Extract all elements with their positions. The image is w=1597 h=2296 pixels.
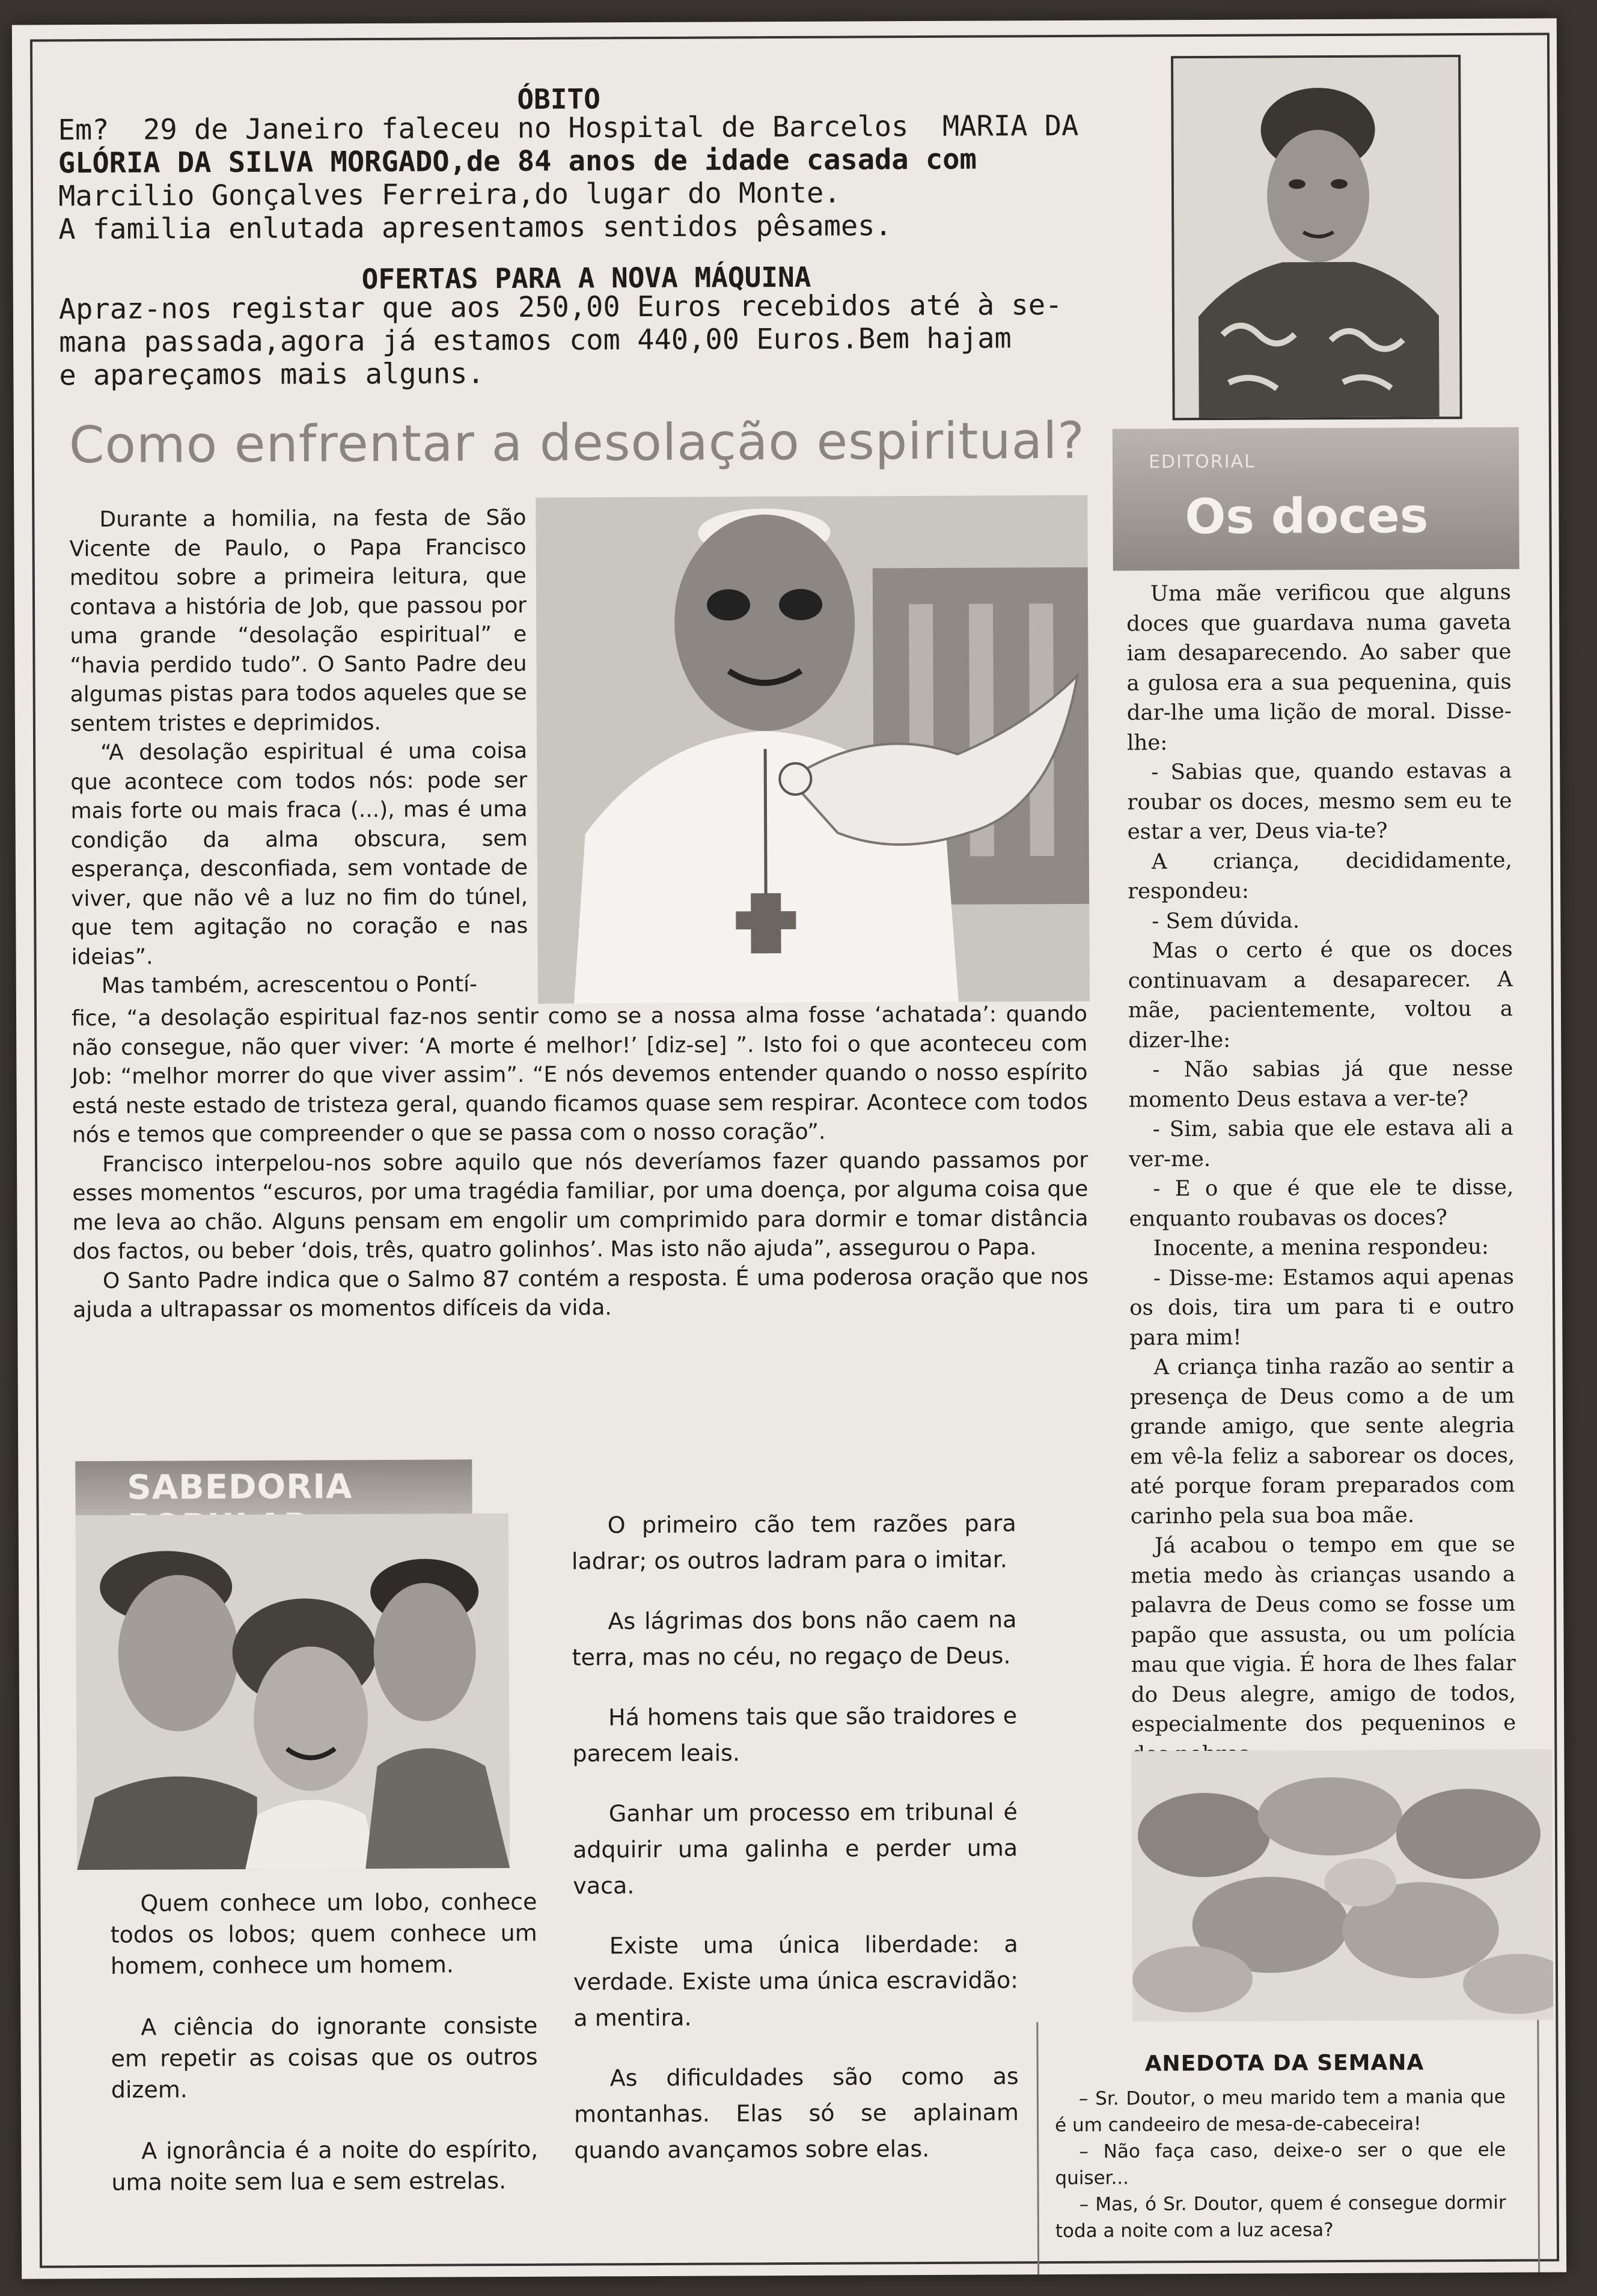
popular-saying: Há homens tais que são traidores e parecem leais. bbox=[572, 1702, 1018, 1767]
popular-saying: A ignorância é a noite do espírito, uma noite sem lua e sem estrelas. bbox=[111, 2136, 539, 2196]
newspaper-page bbox=[12, 18, 1566, 2279]
obito-line: Marcilio Gonçalves Ferreira,do lugar do Monte. bbox=[58, 176, 841, 213]
article-paragraph: fice, “a desolação espiritual faz-nos sentir como se a nossa alma fosse ‘achatada’: quando não consegue, não quer viver: ‘A morte é melhor!’ [diz-se] ”. Isto foi o que aconteceu com Job: “melhor morrer do que viver assim”. “E nós devemos entender quando o nosso espírito está neste estado de tristeza geral, quando ficamos quase sem respirar. Acontece com todos nós e temos que compreender o que se passa com o nosso coração”. bbox=[71, 1001, 1088, 1148]
editorial-paragraph: A criança tinha razão ao sentir a presença de Deus como a de um grande amigo, que sente alegria em vê-la feliz a saborear os doces, até porque foram preparados com carinho pela sua boa mãe. bbox=[1129, 1353, 1515, 1529]
sabedoria-header bbox=[75, 1459, 472, 1516]
obito-text bbox=[58, 109, 1128, 246]
obito-line: A familia enlutada apresentamos sentidos pêsames. bbox=[58, 209, 892, 246]
popular-saying: Quem conhece um lobo, conhece todos os lobos; quem conhece um homem, conhece um homem. bbox=[110, 1888, 537, 1979]
anedota-title: ANEDOTA DA SEMANA bbox=[1144, 2050, 1424, 2077]
anedota-line: – Sr. Doutor, o meu marido tem a mania que é um candeeiro de mesa-de-cabeceira! bbox=[1055, 2086, 1506, 2137]
popular-saying: Ganhar um processo em tribunal é adquirir uma galinha e perder uma vaca. bbox=[572, 1798, 1018, 1899]
sabedoria-right-column bbox=[572, 1505, 1019, 2192]
editorial-header bbox=[1113, 427, 1519, 571]
editorial-paragraph: - Disse-me: Estamos aqui apenas os dois, tira um para ti e outro para mim! bbox=[1129, 1264, 1515, 1351]
editorial-paragraph: Uma mãe verificou que alguns doces que guardava numa gaveta iam desaparecendo. Ao saber que a gulosa era a sua pequenina, quis dar-lhe uma lição de moral. Disse-lhe: bbox=[1126, 579, 1512, 756]
editorial-paragraph: A criança, decididamente, respondeu: bbox=[1128, 847, 1513, 904]
obito-title: ÓBITO bbox=[517, 82, 600, 115]
popular-saying: Existe uma única liberdade: a verdade. Existe uma única escravidão: a mentira. bbox=[573, 1931, 1019, 2032]
obito-line: Em? 29 de Janeiro faleceu no Hospital de Barcelos MARIA DA bbox=[58, 109, 1079, 147]
article-paragraph: Francisco interpelou-nos sobre aquilo que nós deveríamos fazer quando passamos por esses momentos “escuros, por uma tragédia familiar, por uma doença, por alguma coisa que me leva ao chão. Alguns pensam em engolir um comprimido para dormir e tomar distância dos factos, ou beber ‘dois, três, quatro golinhos’. Mas isto não ajuda”, assegurou o Papa. bbox=[72, 1147, 1089, 1265]
popular-saying: A ciência do ignorante consiste em repetir as coisas que os outros dizem. bbox=[111, 2012, 538, 2103]
ofertas-line: mana passada,agora já estamos com 440,00 Euros.Bem hajam bbox=[59, 322, 1012, 359]
ofertas-line: Apraz-nos registar que aos 250,00 Euros recebidos até à se- bbox=[58, 289, 1063, 326]
ofertas-line: e apareçamos mais alguns. bbox=[59, 357, 484, 392]
ofertas-title: OFERTAS PARA A NOVA MÁQUINA bbox=[361, 260, 811, 296]
ofertas-text bbox=[59, 289, 1081, 392]
article-title: Como enfrentar a desolação espiritual? bbox=[69, 411, 1086, 475]
pope-photo-illustration bbox=[536, 495, 1090, 1004]
popular-saying: O primeiro cão tem razões para ladrar; os outros ladram para o imitar. bbox=[571, 1510, 1016, 1575]
editorial-text bbox=[1126, 578, 1516, 1769]
article-left-column bbox=[69, 504, 528, 1001]
editorial-paragraph: - E o que é que ele te disse, enquanto roubavas os doces? bbox=[1129, 1174, 1514, 1232]
editorial-paragraph: - Sim, sabia que ele estava ali a ver-me. bbox=[1128, 1115, 1513, 1172]
editorial-paragraph: - Sabias que, quando estavas a roubar os doces, mesmo sem eu te estar a ver, Deus via-te? bbox=[1127, 758, 1512, 844]
sabedoria-left-column bbox=[110, 1886, 538, 2228]
anedota-line: – Não faça caso, deixe-o ser o que ele quiser... bbox=[1055, 2139, 1506, 2190]
deceased-portrait-photo bbox=[1171, 55, 1462, 420]
editorial-label: EDITORIAL bbox=[1148, 451, 1256, 473]
pope-francis-dove-photo bbox=[536, 495, 1090, 1004]
article-paragraph: Durante a homilia, na festa de São Vicente de Paulo, o Papa Francisco meditou sobre a primeira leitura, que contava a história de Job, que passou por uma grande “desolação espiritual” e “havia perdido tudo”. O Santo Padre deu algumas pistas para todos aqueles que se sentem tristes e deprimidos. bbox=[69, 505, 527, 736]
three-friends-photo bbox=[76, 1513, 510, 1870]
editorial-paragraph: - Não sabias já que nesse momento Deus estava a ver-te? bbox=[1128, 1055, 1513, 1113]
obito-line: GLÓRIA DA SILVA MORGADO,de 84 anos de idade casada com bbox=[58, 142, 977, 180]
editorial-paragraph: Já acabou o tempo em que se metia medo às crianças usando a palavra de Deus como se fosse um papão que assusta, ou um polícia mau que vigia. É hora de lhes falar do Deus alegre, amigo de todos, especialmente dos pequeninos e bbox=[1131, 1531, 1516, 1737]
popular-saying: As lágrimas dos bons não caem na terra, mas no céu, no regaço de Deus. bbox=[572, 1606, 1017, 1671]
editorial-title: Os doces bbox=[1185, 487, 1429, 545]
article-continuation bbox=[72, 1000, 1089, 1325]
article-paragraph: O Santo Padre indica que o Salmo 87 contém a resposta. É uma poderosa oração que nos ajuda a ultrapassar os momentos difíceis da vida. bbox=[73, 1264, 1089, 1323]
editorial-paragraph: Mas o certo é que os doces continuavam a desaparecer. A mãe, pacientemente, voltou a dizer-lhe: bbox=[1128, 936, 1513, 1053]
popular-saying: As dificuldades são como as montanhas. Elas só se aplainam quando avançamos sobre elas. bbox=[573, 2063, 1019, 2164]
sweets-photo bbox=[1131, 1749, 1553, 2021]
article-paragraph: Mas também, acrescentou o Pontí- bbox=[101, 972, 478, 998]
anedota-line: – Mas, ó Sr. Doutor, quem é consegue dormir toda a noite com a luz acesa? bbox=[1055, 2191, 1506, 2243]
editorial-paragraph: - Sem dúvida. bbox=[1152, 908, 1300, 933]
sabedoria-title: SABEDORIA bbox=[127, 1467, 353, 1507]
editorial-paragraph: Inocente, a menina respondeu: bbox=[1153, 1234, 1489, 1261]
portrait-illustration bbox=[1173, 57, 1460, 418]
sweets-photo-illustration bbox=[1131, 1749, 1553, 2021]
friends-photo-illustration bbox=[76, 1513, 510, 1870]
anedota-text bbox=[1055, 2084, 1506, 2244]
article-paragraph: “A desolação espiritual é uma coisa que acontece com todos nós: pode ser mais forte ou mais fraca (...), mas é uma condição da alma obscura, sem esperança, desconfiada, sem vontade de viver, que não vê a luz no fim do túnel, que tem agitação no coração e nas ideias”. bbox=[70, 738, 528, 969]
